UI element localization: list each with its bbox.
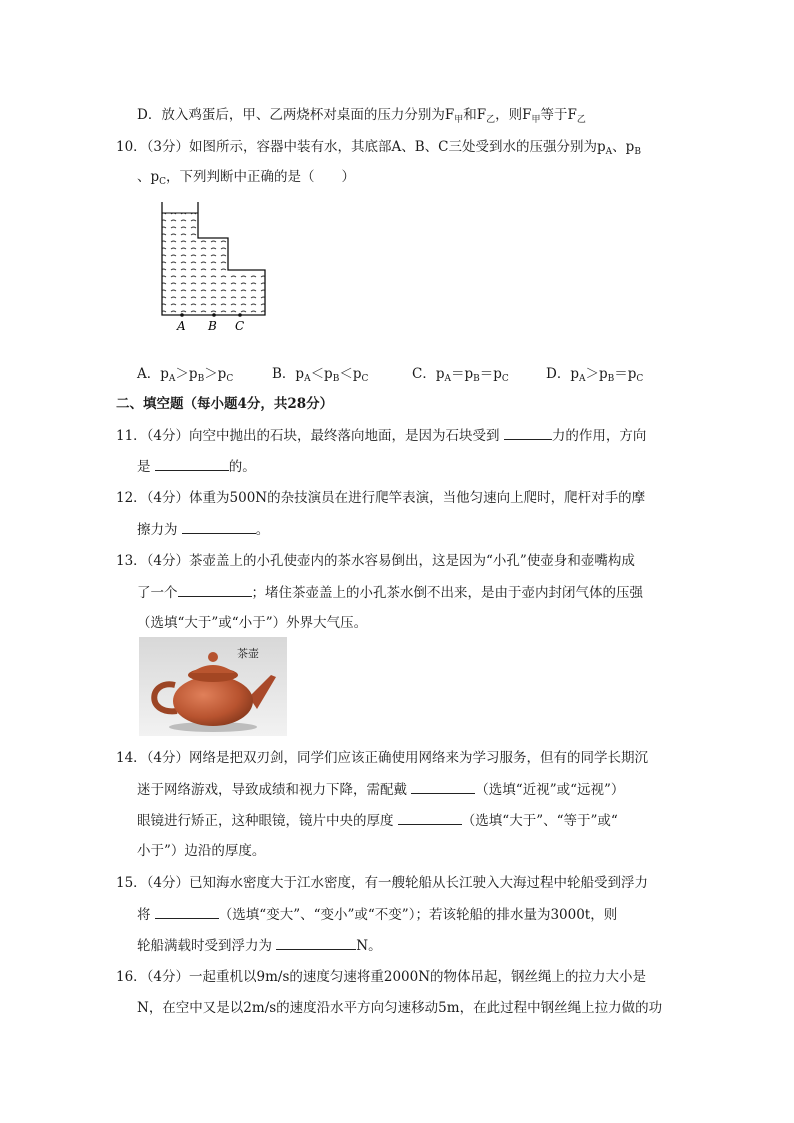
q13-blank-1[interactable] <box>178 582 252 597</box>
q15-line2: 将 （选填“变大”、“变小”或“不变”）；若该轮船的排水量为3000t，则 <box>137 904 617 925</box>
label-c: C <box>235 319 245 333</box>
water-container-diagram <box>150 196 280 336</box>
q14-blank-1[interactable] <box>411 779 475 794</box>
q14-line1: 14．（4分）网络是把双刃剑，同学们应该正确使用网络来为学习服务，但有的同学长期沉 <box>116 750 649 766</box>
teapot-image <box>139 637 287 736</box>
q14-blank-2[interactable] <box>398 810 462 825</box>
q12-line1: 12．（4分）体重为500N的杂技演员在进行爬竿表演，当他匀速向上爬时，爬杆对手的摩 <box>116 490 646 506</box>
q9-option-d: D．放入鸡蛋后，甲、乙两烧杯对桌面的压力分别为$F_甲$和$F_乙$，则$F_甲$等于$F_乙$ <box>137 107 586 125</box>
q11-blank-2[interactable] <box>155 456 229 471</box>
q10-stem-line2: 、$p_C$，下列判断中正确的是（ ） <box>137 169 356 187</box>
q15-line3: 轮船满载时受到浮力为 N。 <box>137 935 382 956</box>
q16-line2: N，在空中又是以2m/s的速度沿水平方向匀速移动5m，在此过程中钢丝绳上拉力做的功 <box>137 1000 663 1016</box>
q13-line3: （选填“大于”或“小于”）外界大气压。 <box>137 615 368 631</box>
q13-line2: 了一个 ；堵住茶壶盖上的小孔茶水倒不出来，是由于壶内封闭气体的压强 <box>137 582 643 603</box>
label-a: A <box>177 319 186 333</box>
q13-line1: 13．（4分）茶壶盖上的小孔使壶内的茶水容易倒出，这是因为“小孔”使壶身和壶嘴构成 <box>116 553 635 569</box>
q14-line4: 小于”）边沿的厚度。 <box>137 843 266 859</box>
label-b: B <box>208 319 217 333</box>
q10-option-a: A．$p_A>p_B>p_C$ <box>137 366 234 384</box>
point-b-marker <box>212 313 216 317</box>
q15-blank-1[interactable] <box>155 904 219 919</box>
q10-option-b: B．$p_A<p_B<p_C$ <box>272 366 369 384</box>
q15-line1: 15．（4分）已知海水密度大于江水密度，有一艘轮船从长江驶入大海过程中轮船受到浮力 <box>116 875 649 891</box>
q12-blank[interactable] <box>182 519 256 534</box>
q14-line2: 迷于网络游戏，导致成绩和视力下降，需配戴 （选填“近视”或“远视”） <box>137 779 624 800</box>
q16-line1: 16．（4分）一起重机以9m/s的速度匀速将重2000N的物体吊起，钢丝绳上的拉力大小是 <box>116 969 647 985</box>
q10-option-d: D．$p_A>p_B=p_C$ <box>546 366 644 384</box>
q12-line2: 擦力为 。 <box>137 519 269 540</box>
q14-line3: 眼镜进行矫正，这种眼镜，镜片中央的厚度 （选填“大于”、“等于”或“ <box>137 810 618 831</box>
teapot-label: 茶壶 <box>237 647 259 660</box>
point-a-marker <box>180 313 184 317</box>
section-heading: 二、填空题（每小题4分，共28分） <box>116 396 334 412</box>
point-c-marker <box>238 313 242 317</box>
q10-stem-line1: 10．（3分）如图所示，容器中装有水，其底部A、B、C三处受到水的压强分别为$p_A$、$p_B$ <box>116 139 641 157</box>
q11-blank-1[interactable] <box>504 425 552 440</box>
q11-line2: 是 的。 <box>137 456 256 477</box>
q10-option-c: C．$p_A=p_B=p_C$ <box>412 366 509 384</box>
q15-blank-2[interactable] <box>276 935 356 950</box>
q11-line1: 11．（4分）向空中抛出的石块，最终落向地面，是因为石块受到 力的作用，方向 <box>116 425 646 446</box>
